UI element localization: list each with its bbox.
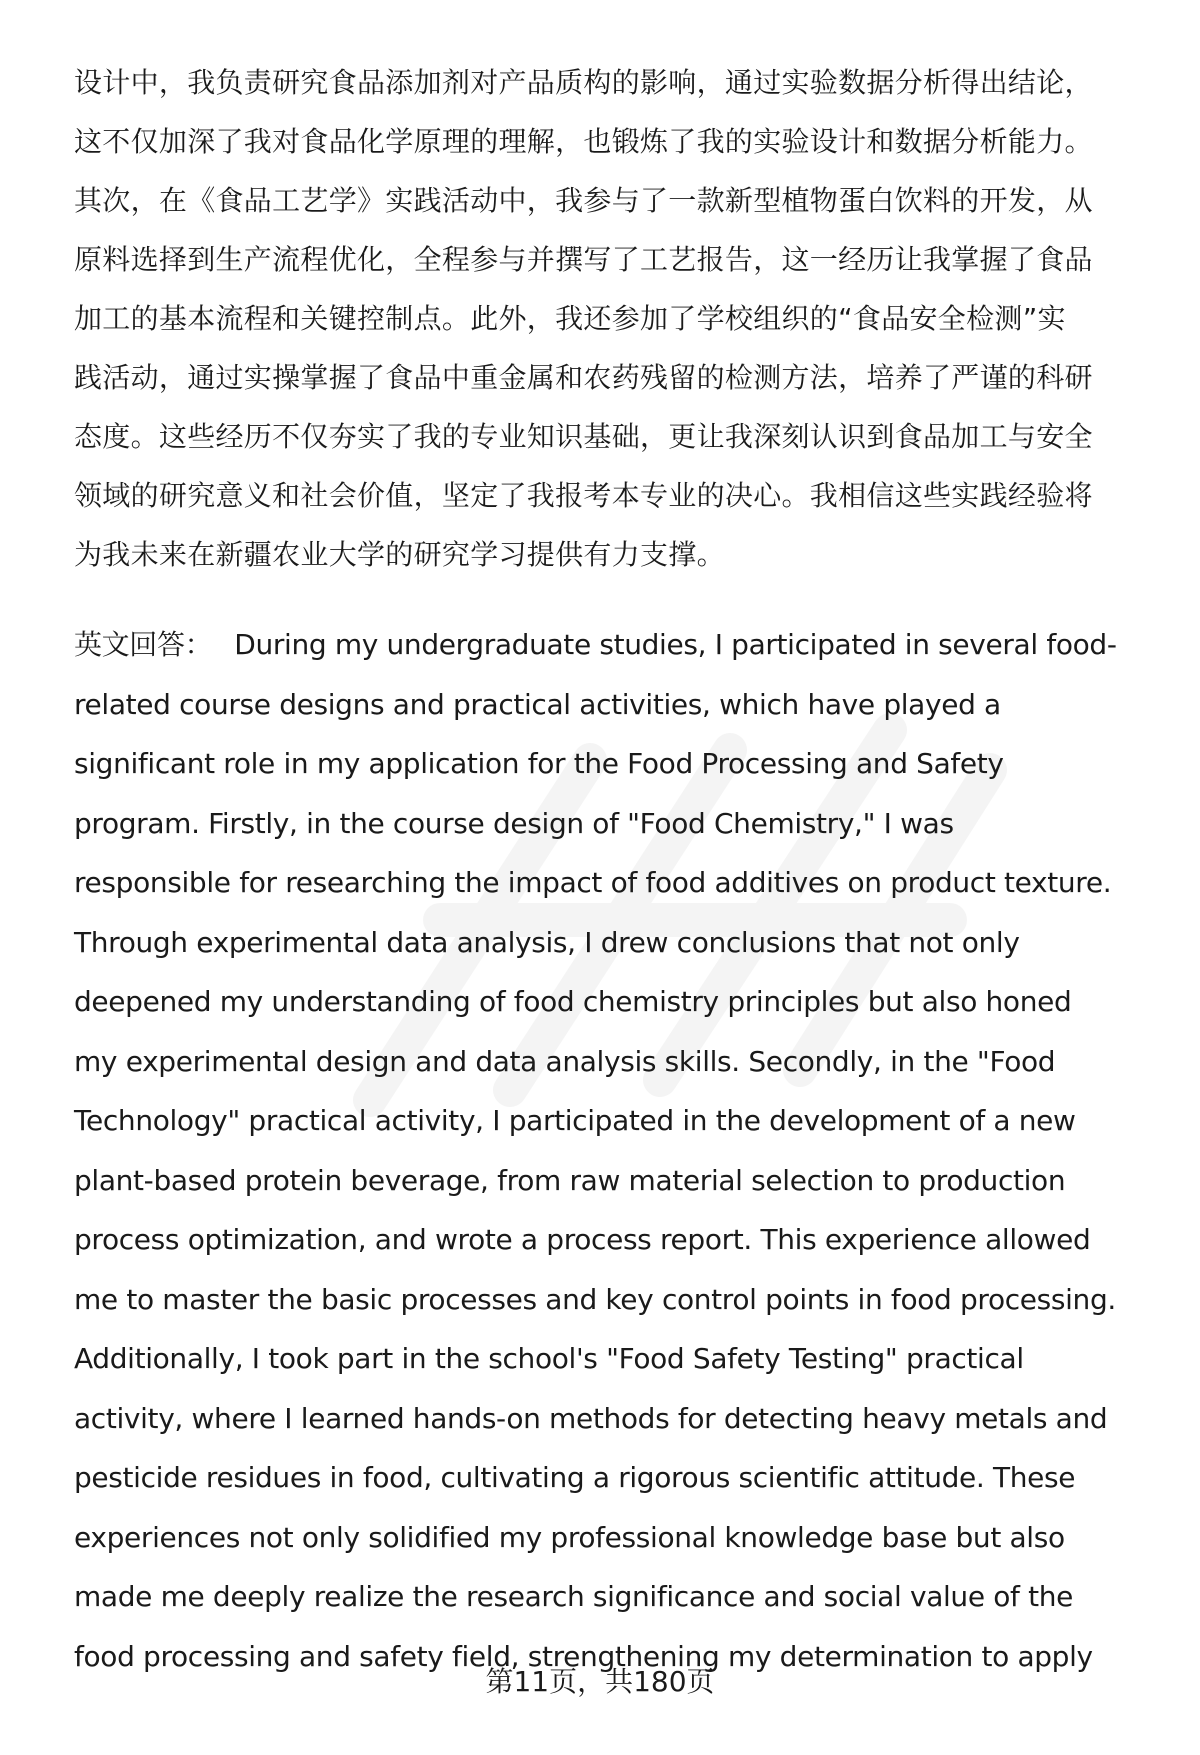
english-text-line: process optimization, and wrote a process report. This experience allowed <box>74 1223 1091 1256</box>
chinese-text-line: 践活动，通过实操掌握了食品中重金属和农药残留的检测方法，培养了严谨的科研 <box>74 361 1093 394</box>
english-answer-label: 英文回答： <box>74 628 213 661</box>
chinese-text-line: 设计中，我负责研究食品添加剂对产品质构的影响，通过实验数据分析得出结论， <box>74 66 1093 99</box>
english-text-line: experiences not only solidified my professional knowledge base but also <box>74 1520 1065 1554</box>
english-text-line: activity, where I learned hands-on methods for detecting heavy metals and <box>74 1401 1108 1435</box>
english-text: During my undergraduate studies, I participated in several food- <box>234 628 1117 661</box>
english-text-line: pesticide residues in food, cultivating a rigorous scientific attitude. These <box>74 1461 1076 1494</box>
english-text-line-with-label <box>74 620 1154 680</box>
chinese-text-line: 为我未来在新疆农业大学的研究学习提供有力支撑。 <box>74 538 725 571</box>
english-text-line: deepened my understanding of food chemistry principles but also honed <box>74 985 1072 1018</box>
english-text-line: related course designs and practical activities, which have played a <box>74 687 1001 721</box>
chinese-text-line: 这不仅加深了我对食品化学原理的理解，也锻炼了我的实验设计和数据分析能力。 <box>74 125 1093 158</box>
chinese-text-line: 领域的研究意义和社会价值，坚定了我报考本专业的决心。我相信这些实践经验将 <box>74 479 1093 512</box>
english-text-line: Technology" practical activity, I participated in the development of a new <box>74 1104 1076 1137</box>
english-text-line: made me deeply realize the research significance and social value of the <box>74 1580 1073 1613</box>
english-answer-paragraph <box>74 620 1154 1691</box>
english-text-line: Additionally, I took part in the school's "Food Safety Testing" practical <box>74 1342 1024 1375</box>
chinese-text-line: 原料选择到生产流程优化，全程参与并撰写了工艺报告，这一经历让我掌握了食品 <box>74 243 1093 276</box>
english-text-line: responsible for researching the impact of food additives on product texture. <box>74 866 1112 899</box>
english-text-line: program. Firstly, in the course design of "Food Chemistry," I was <box>74 806 954 840</box>
english-text-line: food processing and safety field, strengthening my determination to apply <box>74 1639 1093 1673</box>
chinese-answer-paragraph <box>74 58 1144 589</box>
chinese-text-line: 态度。这些经历不仅夯实了我的专业知识基础，更让我深刻认识到食品加工与安全 <box>74 420 1093 453</box>
english-text-line: plant-based protein beverage, from raw material selection to production <box>74 1163 1066 1197</box>
english-text-line: Through experimental data analysis, I drew conclusions that not only <box>74 925 1020 959</box>
chinese-text-line: 其次，在《食品工艺学》实践活动中，我参与了一款新型植物蛋白饮料的开发，从 <box>74 184 1093 217</box>
page-number-footer: 第11页，共180页 <box>485 1665 715 1698</box>
english-text-line: me to master the basic processes and key control points in food processing. <box>74 1282 1116 1316</box>
english-text-line: significant role in my application for the Food Processing and Safety <box>74 747 1004 780</box>
english-text-line: my experimental design and data analysis skills. Secondly, in the "Food <box>74 1044 1056 1078</box>
chinese-text-line: 加工的基本流程和关键控制点。此外，我还参加了学校组织的“食品安全检测”实 <box>74 302 1066 335</box>
